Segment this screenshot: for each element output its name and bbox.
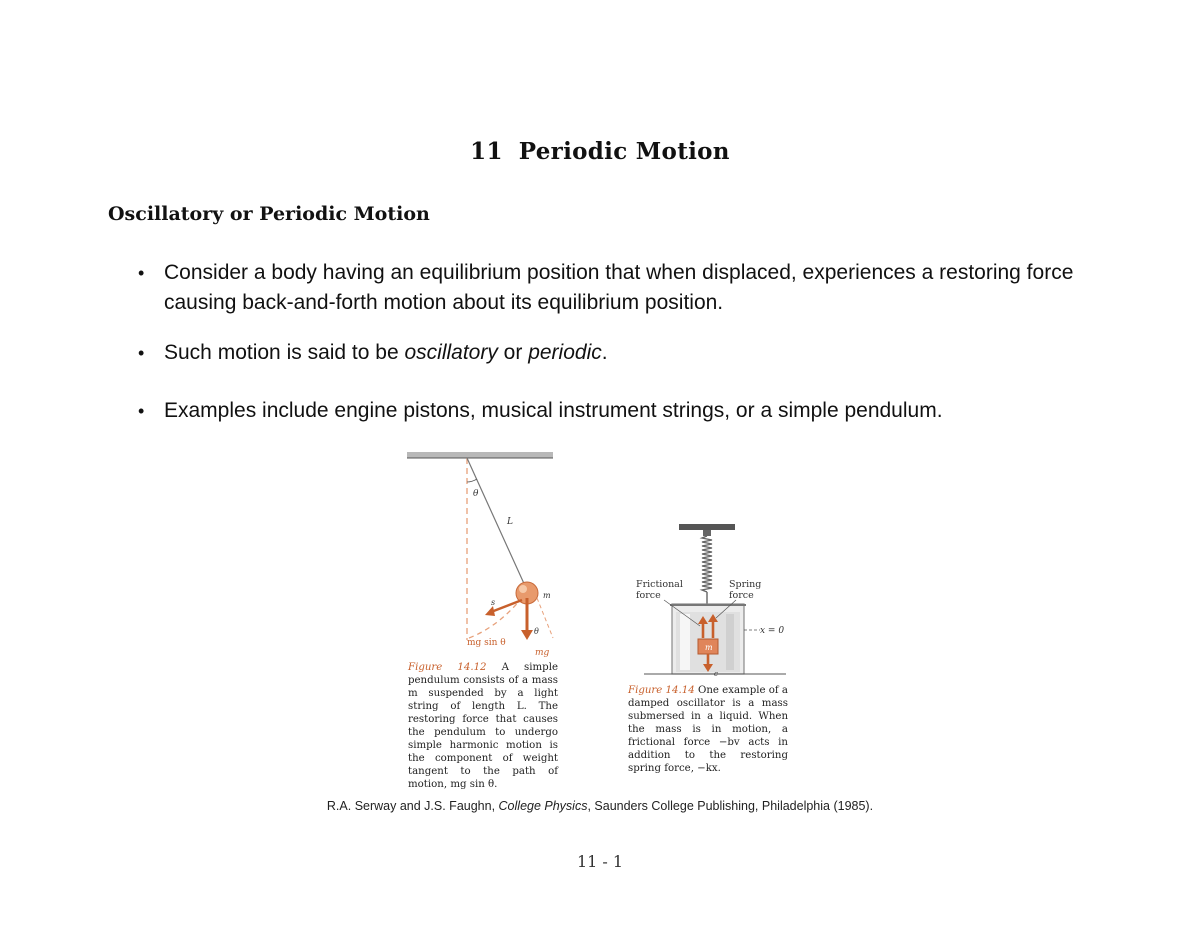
damped-oscillator-figure	[626, 522, 794, 784]
label-s: s	[491, 598, 496, 607]
caption-text: One example of a damped oscillator is a mass submersed in a liquid. When the mass is in motion, a frictional force −bv acts in addition to the restoring spring force, −kx.	[628, 685, 788, 774]
pendulum-diagram	[405, 448, 565, 658]
figure-label: Figure 14.14	[628, 685, 695, 696]
label-theta-2: θ	[534, 627, 539, 636]
label-frictional: Frictional	[636, 579, 683, 590]
bullet-text: Consider a body having an equilibrium position that when displaced, experiences a restoring force causing back-and-forth motion about its equilibrium position.	[164, 261, 1074, 314]
caption-text: A simple pendulum consists of a mass m suspended by a light string of length L. The restoring force that causes the pendulum to undergo simple harmonic motion is the component of weight tangent to the path of motion, mg sin θ.	[408, 662, 558, 790]
figure-caption	[628, 684, 788, 775]
damped-oscillator-diagram	[626, 522, 794, 682]
bullet-icon: •	[138, 343, 145, 363]
label-mg: mg	[535, 648, 550, 658]
reference-book-title: College Physics	[498, 799, 588, 813]
page-number: 11 - 1	[576, 852, 624, 871]
reference-publisher: , Saunders College Publishing, Philadelphia (1985).	[587, 799, 874, 813]
bullet-item	[136, 258, 1116, 318]
pendulum-figure	[405, 448, 565, 790]
emphasis-oscillatory: oscillatory	[404, 341, 498, 364]
label-mass: m	[705, 643, 713, 652]
label-mg-sin-theta: mg sin θ	[467, 638, 506, 648]
pendulum-string	[467, 458, 526, 588]
arc-path	[469, 594, 525, 638]
emphasis-periodic: periodic	[528, 341, 602, 364]
bullet-icon: •	[138, 401, 145, 421]
reference-citation	[0, 799, 1200, 813]
bullet-text-post: .	[601, 341, 608, 364]
chapter-number: 11	[470, 138, 503, 165]
reference-authors: R.A. Serway and J.S. Faughn,	[326, 799, 499, 813]
label-spring: Spring	[729, 579, 762, 590]
page-title	[0, 138, 1200, 165]
component-dash	[537, 598, 553, 638]
label-x-zero: x = 0	[760, 626, 785, 636]
top-support	[679, 524, 735, 530]
label-L: L	[507, 517, 513, 527]
label-c: c	[714, 670, 718, 678]
bullet-text-pre: Such motion is said to be	[164, 341, 405, 364]
bullet-text: Examples include engine pistons, musical instrument strings, or a simple pendulum.	[164, 399, 943, 422]
tangent-arrow	[491, 600, 522, 612]
figure-label: Figure 14.12	[408, 662, 487, 673]
bullet-list	[136, 258, 1116, 426]
spring-coil	[702, 536, 712, 592]
label-force-2: force	[729, 590, 754, 601]
label-force-1: force	[636, 590, 661, 601]
chapter-title: Periodic Motion	[518, 138, 730, 165]
bullet-icon: •	[138, 263, 145, 283]
figure-caption	[408, 661, 558, 791]
label-theta: θ	[473, 489, 479, 499]
ceiling-support	[407, 452, 553, 458]
bullet-item	[136, 338, 1116, 368]
label-m: m	[543, 591, 551, 600]
bullet-item	[136, 396, 1116, 426]
bullet-text-mid: or	[497, 341, 529, 364]
angle-arc	[467, 479, 477, 482]
section-heading: Oscillatory or Periodic Motion	[108, 203, 430, 225]
